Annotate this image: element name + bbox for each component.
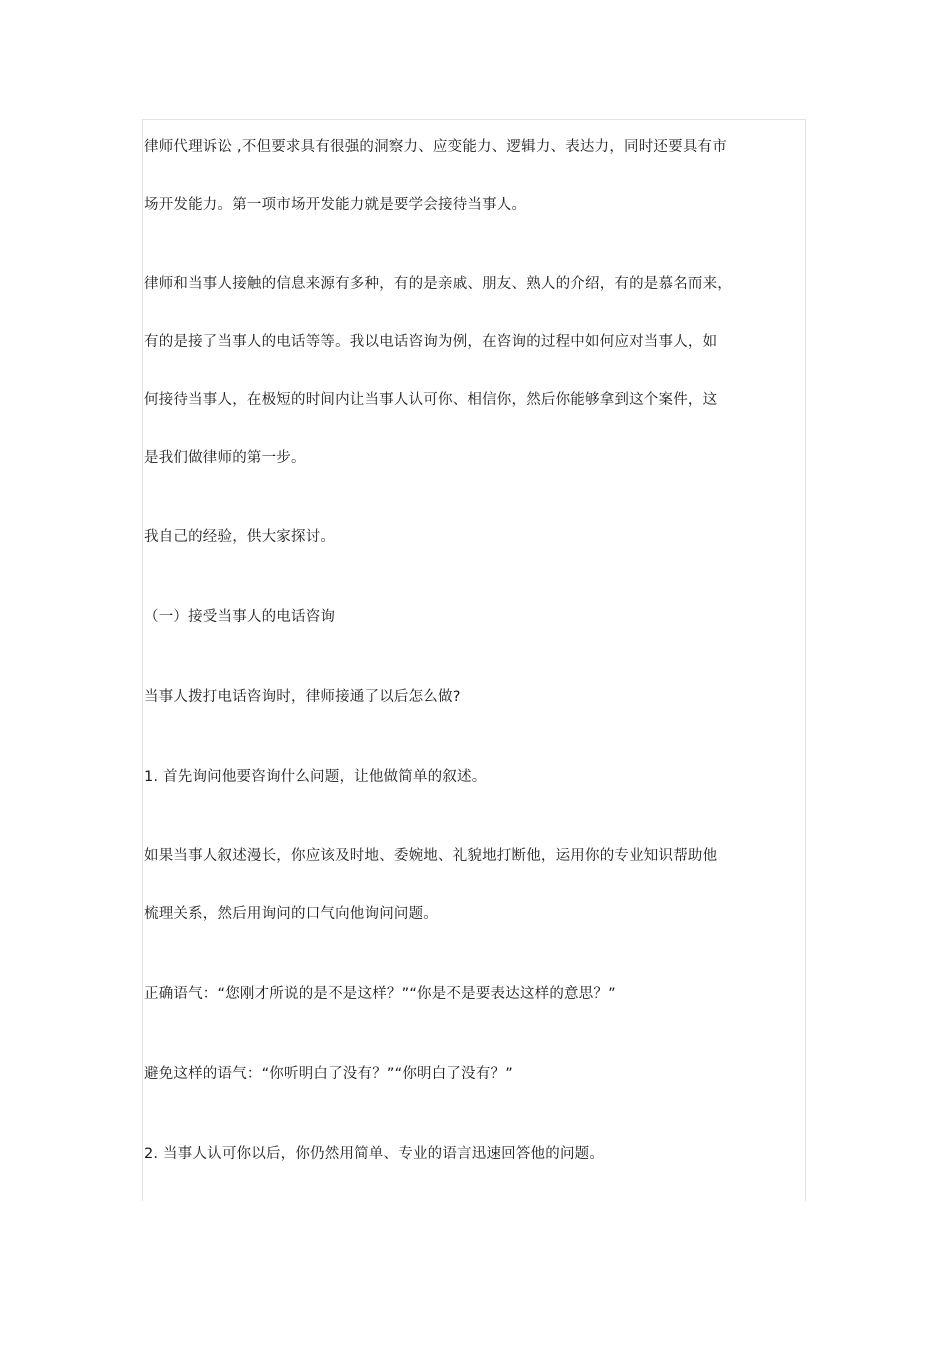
paragraph-2-line-1: 律师和当事人接触的信息来源有多种，有的是亲戚、朋友、熟人的介绍，有的是慕名而来， [144, 276, 732, 292]
paragraph-1-line-2: 场开发能力。第一项市场开发能力就是要学会接待当事人。 [144, 197, 527, 213]
paragraph-2-line-4: 是我们做律师的第一步。 [144, 450, 306, 466]
avoid-tone-example: 避免这样的语气：“你听明白了没有？”“你明白了没有？” [144, 1066, 513, 1082]
correct-tone-example: 正确语气：“您刚才所说的是不是这样？”“你是不是要表达这样的意思？” [144, 986, 616, 1002]
paragraph-5-line-1: 如果当事人叙述漫长，你应该及时地、委婉地、礼貌地打断他，运用你的专业知识帮助他 [144, 848, 718, 864]
numbered-item-1: 1. 首先询问他要咨询什么问题，让他做简单的叙述。 [144, 769, 487, 785]
section-heading: （一）接受当事人的电话咨询 [144, 609, 336, 625]
paragraph-2-line-2: 有的是接了当事人的电话等等。我以电话咨询为例，在咨询的过程中如何应对当事人，如 [144, 334, 718, 350]
paragraph-4: 当事人拨打电话咨询时，律师接通了以后怎么做? [144, 689, 461, 705]
paragraph-2-line-3: 何接待当事人，在极短的时间内让当事人认可你、相信你，然后你能够拿到这个案件，这 [144, 392, 718, 408]
paragraph-3: 我自己的经验，供大家探讨。 [144, 529, 336, 545]
paragraph-1-line-1: 律师代理诉讼 ,不但要求具有很强的洞察力、应变能力、逻辑力、表达力，同时还要具有市 [144, 139, 727, 155]
paragraph-5-line-2: 梳理关系，然后用询问的口气向他询问问题。 [144, 906, 438, 922]
numbered-item-2: 2. 当事人认可你以后，你仍然用简单、专业的语言迅速回答他的问题。 [144, 1146, 605, 1162]
